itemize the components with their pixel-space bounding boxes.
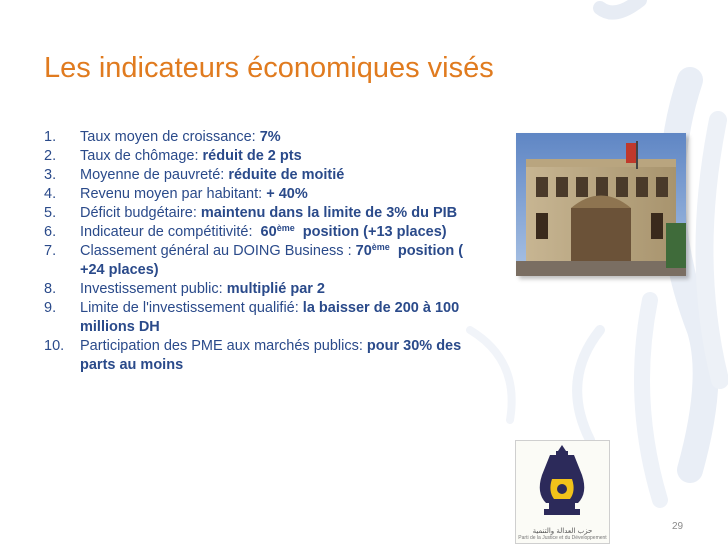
item-value: 7% <box>259 129 281 145</box>
indicator-item <box>44 166 464 185</box>
item-value: 60 <box>260 224 277 240</box>
party-logo <box>515 440 610 544</box>
item-label: Revenu moyen par habitant: <box>80 186 267 202</box>
logo-caption-french: Parti de la Justice et du Développement <box>518 535 607 541</box>
item-label: Participation des PME aux marchés publics: <box>80 338 367 354</box>
item-number: 10. <box>44 338 65 354</box>
item-value-suffix: position (+13 places) <box>294 224 447 240</box>
item-value: réduite de moitié <box>228 167 345 183</box>
item-label: Moyenne de pauvreté: <box>80 167 229 183</box>
item-number: 1. <box>44 129 57 145</box>
indicator-item <box>44 128 464 147</box>
item-number: 3. <box>44 167 57 183</box>
item-value-suffix: position ( +24 places) <box>80 243 468 278</box>
item-value: 70 <box>355 243 372 259</box>
item-number: 4. <box>44 186 57 202</box>
item-number: 9. <box>44 300 57 316</box>
item-superscript: ème <box>276 223 295 233</box>
indicator-item <box>44 337 464 375</box>
item-value: la baisser de 200 à 100 millions DH <box>80 300 460 335</box>
indicator-item <box>44 280 464 299</box>
indicator-item <box>44 223 464 242</box>
logo-caption-arabic: حزب العدالة والتنمية <box>532 527 593 535</box>
slide-title: Les indicateurs économiques visés <box>44 52 494 84</box>
indicator-item <box>44 185 464 204</box>
item-value: multiplié par 2 <box>226 281 325 297</box>
indicator-item <box>44 242 468 280</box>
item-label: Indicateur de compétitivité: <box>80 224 261 240</box>
item-number: 7. <box>44 243 57 259</box>
item-value: + 40% <box>266 186 308 202</box>
indicator-item <box>44 299 464 337</box>
item-label: Classement général au DOING Business : <box>80 243 356 259</box>
item-number: 2. <box>44 148 57 164</box>
item-value: maintenu dans la limite de 3% du PIB <box>200 205 458 221</box>
item-label: Déficit budgétaire: <box>80 205 201 221</box>
item-label: Investissement public: <box>80 281 227 297</box>
lantern-icon <box>516 441 609 527</box>
page-number: 29 <box>672 521 684 532</box>
item-value: pour 30% des parts au moins <box>80 338 462 373</box>
item-superscript: ème <box>371 242 390 252</box>
item-number: 5. <box>44 205 57 221</box>
item-number: 8. <box>44 281 57 297</box>
indicator-item <box>44 147 464 166</box>
item-label: Limite de l'investissement qualifié: <box>80 300 303 316</box>
item-number: 6. <box>44 224 57 240</box>
indicator-list <box>44 128 468 375</box>
indicator-item <box>44 204 464 223</box>
item-label: Taux de chômage: <box>80 148 203 164</box>
item-label: Taux moyen de croissance: <box>80 129 260 145</box>
item-value: réduit de 2 pts <box>202 148 302 164</box>
building-photo <box>516 133 686 276</box>
